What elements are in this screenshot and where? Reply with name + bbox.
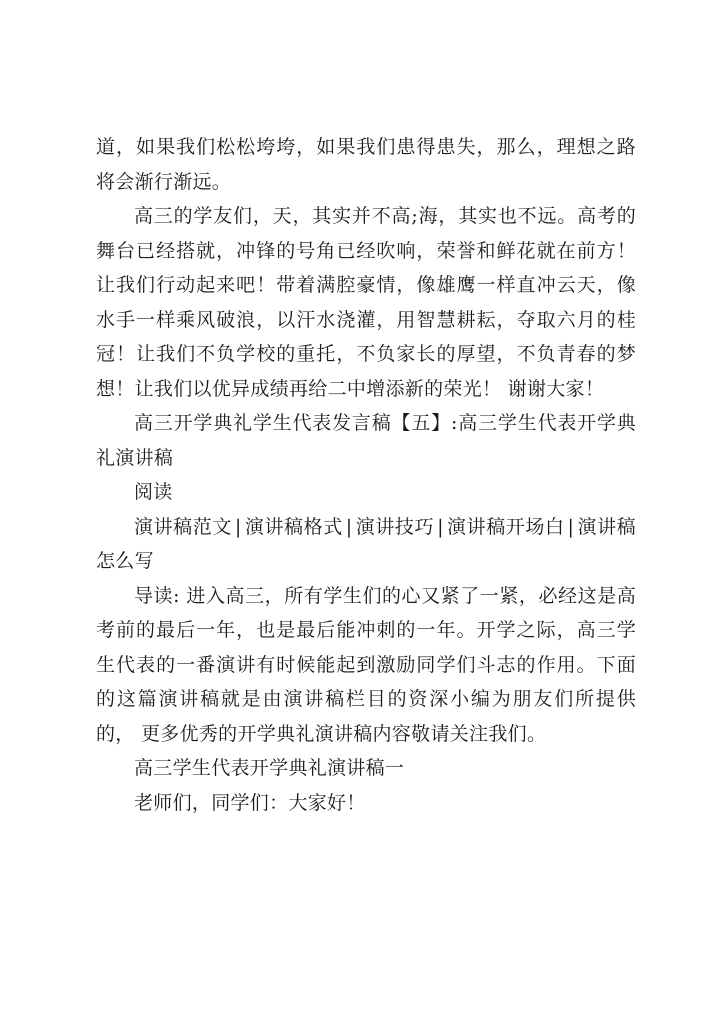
link-separator: |: [437, 515, 444, 538]
paragraph-continuation: 道，如果我们松松垮垮，如果我们患得患失，那么，理想之路将会渐行渐远。: [96, 136, 636, 193]
related-link-speech-format[interactable]: 演讲稿格式: [244, 515, 343, 538]
read-label: 阅读: [134, 481, 173, 503]
speech-title-one: 高三学生代表开学典礼演讲稿一: [134, 757, 405, 779]
paragraph-closing-speech: 高三的学友们，天，其实并不高;海，其实也不远。高考的舞台已经搭就，冲锋的号角已经吹响，荣誉和鲜花就在前方！让我们行动起来吧！带着满腔豪情，像雄鹰一样直冲云天，像水手一样乘风破浪，以汗水浇灌，用智慧耕耘，夺取六月的桂冠！让我们不负学校的重托，不负家长的厚望，不负青春的梦想！让我们以优异成绩再给二中增添新的荣光！ 谢谢大家！: [96, 205, 636, 400]
document-body: [96, 130, 636, 820]
related-links: [96, 510, 636, 579]
section-heading-five: 高三开学典礼学生代表发言稿【五】:高三学生代表开学典礼演讲稿: [96, 412, 636, 469]
related-link-speech-opening[interactable]: 演讲稿开场白: [446, 515, 565, 538]
related-link-speech-skills[interactable]: 演讲技巧: [355, 515, 435, 538]
paragraph-intro: 导读: 进入高三，所有学生们的心又紧了一紧，必经这是高考前的最后一年，也是最后能冲刺的一年。开学之际，高三学生代表的一番演讲有时候能起到激励同学们斗志的作用。下面的这篇演讲稿就是由演讲稿栏目的资深小编为朋友们所提供的， 更多优秀的开学典礼演讲稿内容敬请关注我们。: [96, 584, 636, 745]
link-separator: |: [234, 515, 242, 538]
related-link-speech-samples[interactable]: 演讲稿范文: [134, 515, 232, 538]
speech-greeting: 老师们，同学们：大家好！: [134, 791, 366, 814]
link-separator: |: [567, 515, 575, 538]
link-separator: |: [345, 515, 353, 538]
related-link-how-to-write[interactable]: 演讲稿怎么写: [96, 515, 636, 572]
